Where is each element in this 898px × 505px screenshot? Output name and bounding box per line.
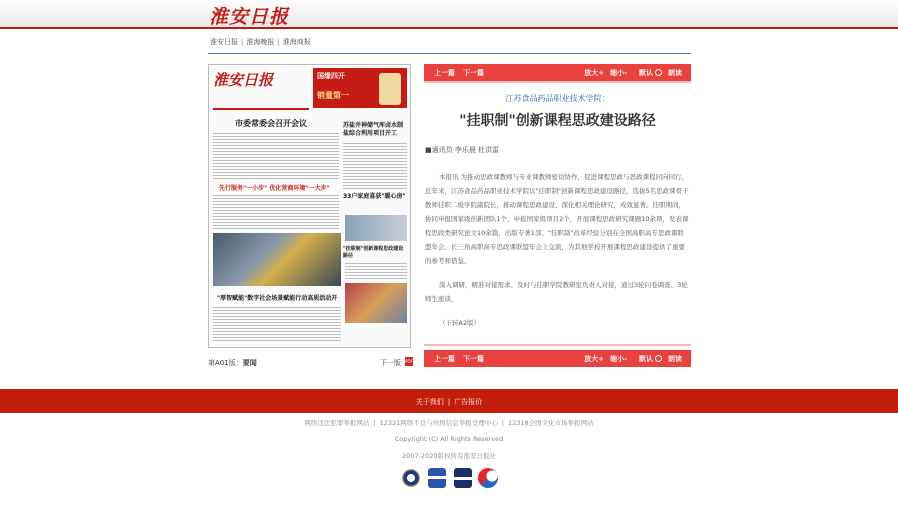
default-size-label: 默认 xyxy=(639,69,653,77)
read-aloud-button[interactable]: 朗读 xyxy=(668,69,682,77)
footer-bar xyxy=(0,389,898,413)
paper-headline: 苏盐井神储气库卤水制盐综合利用项目开工 xyxy=(343,122,404,137)
owner-text: 2007-2020版权所有淮安日报社 xyxy=(402,452,496,460)
report-link[interactable]: 12321网络不良与垃圾信息举报受理中心 xyxy=(379,419,498,427)
cyber-police-icon[interactable] xyxy=(428,468,446,488)
zoom-out-button[interactable]: 缩小- xyxy=(610,355,627,363)
article-nav xyxy=(434,68,492,78)
paper-subnav xyxy=(210,37,311,47)
article-pre-title: 江苏食品药品职业技术学院： xyxy=(505,94,610,103)
next-article-link[interactable]: 下一篇 xyxy=(463,69,484,77)
subnav-separator: | xyxy=(241,38,244,46)
paper-headline: 市委常委会召开会议 xyxy=(235,119,307,128)
article-paragraph: 深入调研，精准对接需求。及时与挂职学院教研室负责人对接，通过3轮问卷调查、3轮师生座谈， xyxy=(425,281,688,303)
subnav-huaihai-evening[interactable]: 淮海晚报 xyxy=(246,38,275,46)
subnav-huaian-daily[interactable]: 淮安日报 xyxy=(210,38,238,46)
report-links xyxy=(0,418,898,427)
newspaper-page-preview[interactable] xyxy=(208,64,411,348)
radio-icon xyxy=(655,355,662,362)
read-aloud-button[interactable]: 朗读 xyxy=(668,355,682,363)
paper-photo xyxy=(345,283,407,323)
text-columns xyxy=(213,131,339,179)
zoom-out-button[interactable]: 缩小- xyxy=(610,69,627,77)
report-separator: | xyxy=(373,419,376,427)
default-size-button[interactable] xyxy=(633,69,662,77)
radio-icon xyxy=(655,69,662,76)
top-banner xyxy=(0,0,898,29)
edition-name[interactable]: 要闻 xyxy=(242,359,257,367)
article-toolbar-bottom xyxy=(424,350,691,367)
article-byline: ■通讯员 李乐晨 杜洪雷 xyxy=(425,146,500,154)
report-link[interactable]: 网络违法犯罪举报网站 xyxy=(304,419,370,427)
paper-headline: 先行服务"一小步" 优化营商环境"一大步" xyxy=(219,185,330,192)
bottle-image xyxy=(379,73,401,105)
paper-headline: "挂职制"创新课程思政建设路径 xyxy=(343,246,404,259)
next-article-link[interactable]: 下一篇 xyxy=(463,355,484,363)
cyber-police-icon[interactable] xyxy=(454,468,472,488)
zoom-in-button[interactable]: 放大+ xyxy=(584,355,605,363)
article-title: "挂职制"创新课程思政建设路径 xyxy=(459,113,656,129)
article-toolbar xyxy=(424,64,691,81)
paper-photo xyxy=(213,233,341,286)
default-size-label: 默认 xyxy=(639,355,653,363)
report-link[interactable]: 12318全国文化市场举报网站 xyxy=(507,419,594,427)
article-nav xyxy=(434,354,492,364)
continued-note: （下转A2版） xyxy=(439,319,481,327)
pdf-icon[interactable]: PDF xyxy=(405,359,413,364)
text-columns xyxy=(345,261,407,281)
footer-links xyxy=(0,397,898,407)
divider xyxy=(424,81,691,83)
paper-masthead: 淮安日报 xyxy=(213,71,274,89)
site-logo[interactable]: 淮安日报 xyxy=(209,6,290,28)
text-columns xyxy=(343,141,407,189)
paper-photo xyxy=(345,215,407,241)
footer-separator: | xyxy=(447,398,451,406)
about-us-link[interactable]: 关于我们 xyxy=(415,398,444,406)
paper-headline: 33户家庭喜获"暖心房" xyxy=(343,193,406,200)
article-paragraph: 本报讯 为推动思政课教师与专业课教师密切协作，促进课程思政与思政课程同向同行，近年来，江苏食品药品职业技术学院以"挂职制"创新课程思政建设路径，选拔5名思政课骨干教师挂职二级学院副院长，推动课程思政建设、深化相关理论研究，成效显著。挂职期间，协同申报国家级创新团队1个，申报国家级项目2个，开展课程思政研究课题10余项，发表课程思政类研究论文10余篇，出版专著1部。"挂职制"改革经验分别在全国高职高专思政课联盟年会、长三角高职高专思政课联盟年会上交流，为其他学校开展课程思政建设提供了重要的参考和借鉴。 xyxy=(425,173,689,265)
ad-pricing-link[interactable]: 广告报价 xyxy=(454,398,483,406)
divider xyxy=(424,344,691,346)
report-separator: | xyxy=(501,419,504,427)
prev-article-link[interactable]: 上一篇 xyxy=(434,355,455,363)
text-tools xyxy=(578,68,682,78)
prev-article-link[interactable]: 上一篇 xyxy=(434,69,455,77)
divider xyxy=(208,53,691,54)
masthead-rule xyxy=(213,108,309,110)
copyright-text: Copyright (C) All Rights Reserved xyxy=(394,435,504,443)
paper-ad xyxy=(313,68,407,108)
subnav-separator: | xyxy=(277,38,280,46)
report-center-icon[interactable] xyxy=(478,468,498,488)
ad-line: 国缘四开 xyxy=(317,72,345,80)
paper-headline: "厚智赋能"数字社会场景赋能行动高质活动开 xyxy=(217,295,338,302)
ad-line: 销量第一 xyxy=(317,91,349,100)
edition-label xyxy=(208,358,257,368)
edition-prefix: 第A01版： xyxy=(208,359,243,367)
default-size-button[interactable] xyxy=(633,355,662,363)
next-page-link[interactable]: 下一版 xyxy=(380,359,401,367)
subnav-huaihai-business[interactable]: 淮海商报 xyxy=(282,38,311,46)
text-columns xyxy=(213,193,339,231)
text-tools xyxy=(578,354,682,364)
police-badge-icon[interactable] xyxy=(402,469,420,487)
article-body xyxy=(425,170,689,330)
text-columns xyxy=(213,305,341,343)
zoom-in-button[interactable]: 放大+ xyxy=(584,69,605,77)
